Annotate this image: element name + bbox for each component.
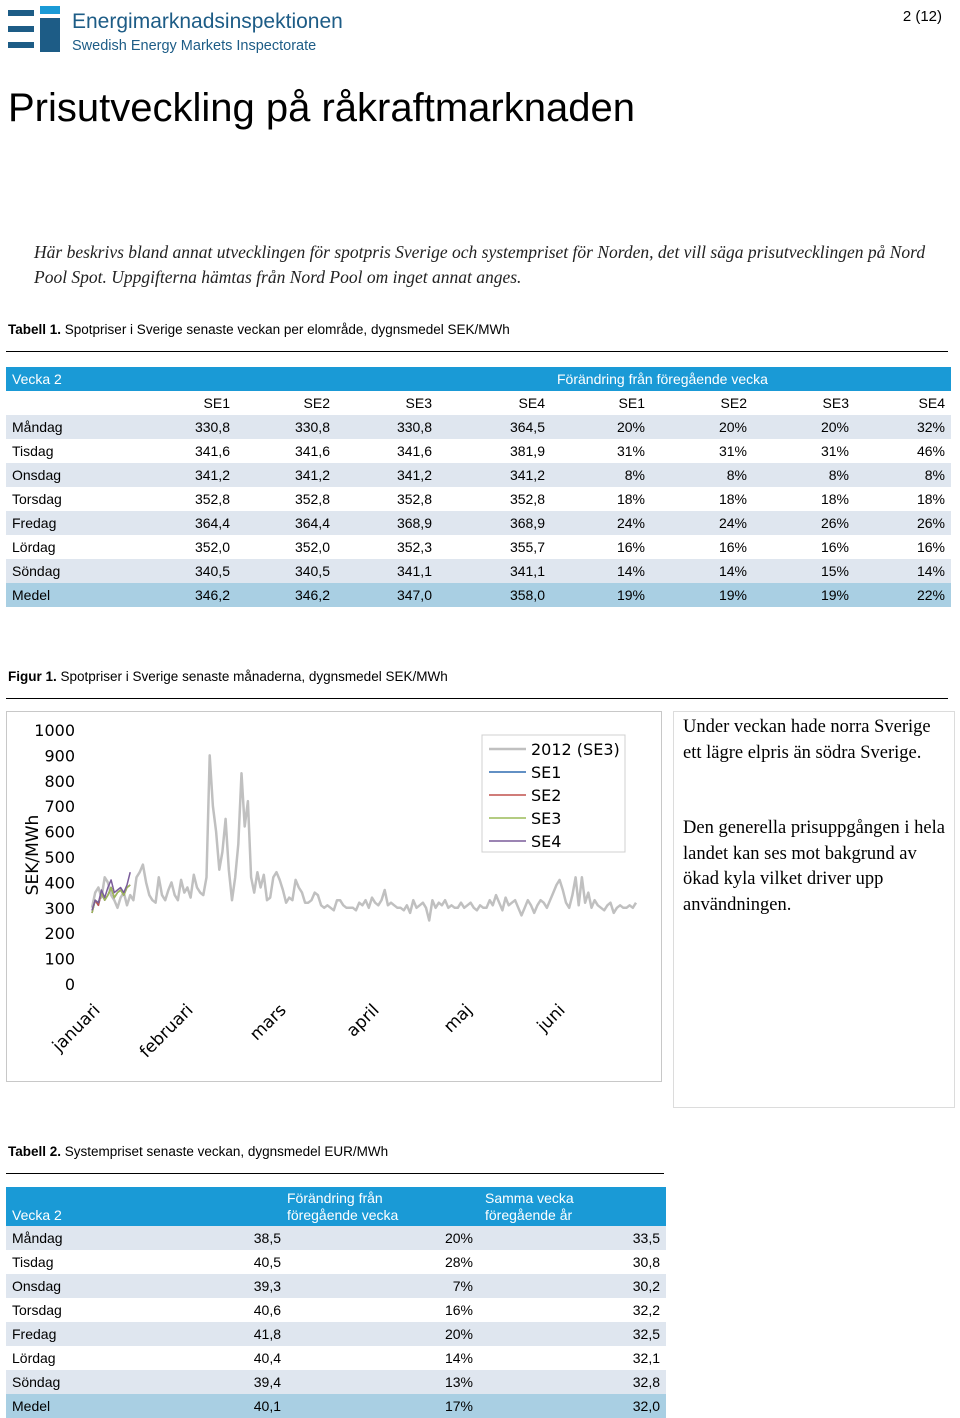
- table1-value-cell: 341,1: [336, 559, 438, 583]
- org-name: Energimarknadsinspektionen: [72, 10, 343, 33]
- table1-value-cell: 18%: [753, 487, 855, 511]
- table1-value-cell: 14%: [855, 559, 951, 583]
- x-tick-label: mars: [246, 1000, 291, 1045]
- table2-rule: [6, 1173, 664, 1174]
- table2-change-cell: 7%: [287, 1274, 479, 1298]
- table2-change-cell: 13%: [287, 1370, 479, 1394]
- table2-day-cell: Medel: [6, 1394, 136, 1418]
- table1-value-cell: 330,8: [336, 415, 438, 439]
- table1-value-cell: 31%: [651, 439, 753, 463]
- figure1-rule: [6, 698, 948, 699]
- table1-value-cell: 352,8: [438, 487, 551, 511]
- table2-day-cell: Fredag: [6, 1322, 136, 1346]
- legend-label: SE3: [531, 809, 562, 828]
- table2-change-cell: 17%: [287, 1394, 479, 1418]
- table1-value-cell: 24%: [651, 511, 753, 535]
- table1-value-cell: 341,2: [136, 463, 236, 487]
- table2-prev-year-label-line1: Samma vecka: [485, 1189, 574, 1206]
- table1-day-cell: Tisdag: [6, 439, 136, 463]
- table2-change-cell: 20%: [287, 1226, 479, 1250]
- table1-row: [6, 583, 951, 607]
- table1-row: [6, 535, 951, 559]
- table1-value-cell: 368,9: [438, 511, 551, 535]
- table2-prev-year-cell: 32,8: [479, 1370, 666, 1394]
- table1-col-header: SE1: [136, 391, 236, 415]
- table1-value-cell: 26%: [753, 511, 855, 535]
- table2-price-cell: 38,5: [136, 1226, 287, 1250]
- table2-caption-text: Systempriset senaste veckan, dygnsmedel EUR/MWh: [61, 1144, 389, 1159]
- table1-day-cell: Onsdag: [6, 463, 136, 487]
- table2-caption: [8, 1144, 388, 1159]
- table1-value-cell: 358,0: [438, 583, 551, 607]
- table1-value-cell: 340,5: [236, 559, 336, 583]
- table2-change-label-line1: Förändring från: [287, 1189, 383, 1206]
- table2-price-cell: 40,1: [136, 1394, 287, 1418]
- y-tick-label: 400: [44, 873, 75, 893]
- table1-value-cell: 352,0: [136, 535, 236, 559]
- table1-value-cell: 32%: [855, 415, 951, 439]
- table2-row: [6, 1370, 666, 1394]
- table1-value-cell: 352,3: [336, 535, 438, 559]
- table2-change-label: [287, 1187, 479, 1226]
- table1-value-cell: 20%: [651, 415, 753, 439]
- y-tick-label: 500: [44, 848, 75, 867]
- table2-price-cell: 40,4: [136, 1346, 287, 1370]
- figure1-caption: [8, 669, 448, 684]
- table2-price-cell: 39,3: [136, 1274, 287, 1298]
- table1-row: [6, 415, 951, 439]
- table2-prev-year-cell: 33,5: [479, 1226, 666, 1250]
- table1-day-cell: Söndag: [6, 559, 136, 583]
- table1-row: [6, 559, 951, 583]
- logo-icon: [8, 6, 68, 54]
- table1-value-cell: 352,8: [136, 487, 236, 511]
- table1-col-header: SE1: [551, 391, 651, 415]
- table1-change-label: Förändring från föregående vecka: [551, 367, 951, 391]
- table1-value-cell: 352,8: [336, 487, 438, 511]
- table1-value-cell: 16%: [551, 535, 651, 559]
- table2-row: [6, 1250, 666, 1274]
- table1-value-cell: 18%: [855, 487, 951, 511]
- x-tick-label: maj: [439, 1000, 477, 1037]
- table2-change-cell: 28%: [287, 1250, 479, 1274]
- y-tick-label: 800: [44, 771, 75, 791]
- table1-value-cell: 341,6: [236, 439, 336, 463]
- table2-day-cell: Onsdag: [6, 1274, 136, 1298]
- legend-label: SE4: [531, 832, 562, 851]
- table1-value-cell: 15%: [753, 559, 855, 583]
- table1-value-cell: 341,2: [336, 463, 438, 487]
- table2-caption-label: Tabell 2.: [8, 1144, 62, 1159]
- table1-value-cell: 26%: [855, 511, 951, 535]
- table1-row: [6, 439, 951, 463]
- legend-label: SE2: [531, 786, 562, 805]
- table2-row: [6, 1394, 666, 1418]
- table1-value-cell: 8%: [651, 463, 753, 487]
- table1-col-header: SE3: [753, 391, 855, 415]
- y-tick-label: 200: [44, 924, 75, 944]
- table1-value-cell: 352,8: [236, 487, 336, 511]
- table2-row: [6, 1322, 666, 1346]
- figure1-caption-text: Spotpriser i Sverige senaste månaderna, dygnsmedel SEK/MWh: [56, 669, 448, 684]
- table2-prev-year-cell: 30,8: [479, 1250, 666, 1274]
- x-tick-label: april: [342, 1000, 384, 1042]
- price-chart: [6, 711, 662, 1082]
- table1-col-header: SE4: [438, 391, 551, 415]
- table1-caption-label: Tabell 1.: [8, 322, 62, 337]
- table1-value-cell: 31%: [753, 439, 855, 463]
- y-tick-label: 900: [44, 746, 75, 766]
- table1-day-cell: Torsdag: [6, 487, 136, 511]
- table1-value-cell: 368,9: [336, 511, 438, 535]
- table1-value-cell: 16%: [855, 535, 951, 559]
- x-tick-label: januari: [48, 1000, 105, 1057]
- table2-row: [6, 1298, 666, 1322]
- comment-paragraph-1: Under veckan hade norra Sverige ett lägre elpris än södra Sverige.: [683, 717, 931, 763]
- table1-value-cell: 19%: [651, 583, 753, 607]
- table2-prev-year-cell: 32,1: [479, 1346, 666, 1370]
- table1-value-cell: 340,5: [136, 559, 236, 583]
- legend-label: 2012 (SE3): [531, 740, 620, 759]
- table1-rule: [6, 351, 948, 352]
- table1-value-cell: 8%: [753, 463, 855, 487]
- table1-value-cell: 20%: [753, 415, 855, 439]
- y-tick-label: 1000: [34, 721, 75, 740]
- table1-value-cell: 20%: [551, 415, 651, 439]
- table2-price-cell: 40,5: [136, 1250, 287, 1274]
- table1-value-cell: 18%: [551, 487, 651, 511]
- table2-price-cell: 39,4: [136, 1370, 287, 1394]
- table2-day-cell: Måndag: [6, 1226, 136, 1250]
- table1-caption-text: Spotpriser i Sverige senaste veckan per elområde, dygnsmedel SEK/MWh: [61, 322, 510, 337]
- table2-change-cell: 16%: [287, 1298, 479, 1322]
- table1-value-cell: 381,9: [438, 439, 551, 463]
- y-tick-label: 700: [44, 797, 75, 817]
- table1-col-header: SE2: [651, 391, 753, 415]
- table1-row: [6, 511, 951, 535]
- table1-value-cell: 16%: [753, 535, 855, 559]
- table1-value-cell: 364,4: [136, 511, 236, 535]
- org-subtitle: Swedish Energy Markets Inspectorate: [72, 38, 317, 54]
- table1-value-cell: 355,7: [438, 535, 551, 559]
- table2-prev-year-cell: 32,2: [479, 1298, 666, 1322]
- table1-value-cell: 346,2: [236, 583, 336, 607]
- y-tick-label: 100: [44, 949, 75, 969]
- table2-week-label: Vecka 2: [6, 1187, 136, 1226]
- table2-header-row: [6, 1187, 666, 1226]
- table1-value-cell: 341,1: [438, 559, 551, 583]
- table1-col-header: SE2: [236, 391, 336, 415]
- table2-day-cell: Tisdag: [6, 1250, 136, 1274]
- table1-header-row: [6, 367, 951, 391]
- y-axis-label: SEK/MWh: [23, 814, 43, 896]
- table1-value-cell: 330,8: [236, 415, 336, 439]
- table2-row: [6, 1274, 666, 1298]
- table1-value-cell: 46%: [855, 439, 951, 463]
- table1-day-cell: Lördag: [6, 535, 136, 559]
- y-tick-label: 600: [44, 822, 75, 842]
- intro-text: Här beskrivs bland annat utvecklingen för spotpris Sverige och systempriset för Norden, det vill säga prisutvecklingen på Nord Pool Spot. Uppgifterna hämtas från Nord Pool om inget annat anges.: [34, 242, 926, 287]
- table1-day-cell: Måndag: [6, 415, 136, 439]
- table1-col-header: SE3: [336, 391, 438, 415]
- table1-value-cell: 347,0: [336, 583, 438, 607]
- table1-value-cell: 341,2: [438, 463, 551, 487]
- comment-paragraph-2: Den generella prisuppgången i hela landet kan ses mot bakgrund av ökad kyla vilket driver upp användningen.: [683, 818, 945, 915]
- table2-prev-year-label-line2: föregående år: [485, 1206, 573, 1223]
- table1-value-cell: 330,8: [136, 415, 236, 439]
- x-tick-label: juni: [533, 1000, 570, 1037]
- table1-value-cell: 8%: [855, 463, 951, 487]
- table1: [6, 367, 951, 607]
- table2-change-label-line2: föregående vecka: [287, 1206, 399, 1223]
- table1-value-cell: 341,2: [236, 463, 336, 487]
- table1-value-cell: 22%: [855, 583, 951, 607]
- table1-value-cell: 31%: [551, 439, 651, 463]
- y-tick-label: 0: [64, 975, 75, 994]
- table2-day-cell: Torsdag: [6, 1298, 136, 1322]
- table1-value-cell: 341,6: [336, 439, 438, 463]
- y-tick-label: 300: [44, 898, 75, 918]
- figure1-caption-label: Figur 1.: [8, 669, 57, 684]
- table2-prev-year-cell: 32,5: [479, 1322, 666, 1346]
- page-number: 2 (12): [902, 8, 942, 25]
- table2-row: [6, 1226, 666, 1250]
- table1-value-cell: 8%: [551, 463, 651, 487]
- table2-change-cell: 14%: [287, 1346, 479, 1370]
- table1-col-header: SE4: [855, 391, 951, 415]
- table1-value-cell: 14%: [651, 559, 753, 583]
- table1-value-cell: 364,5: [438, 415, 551, 439]
- legend-label: SE1: [531, 763, 562, 782]
- table2: [6, 1187, 666, 1418]
- table2-row: [6, 1346, 666, 1370]
- table1-value-cell: 364,4: [236, 511, 336, 535]
- x-tick-label: februari: [135, 1000, 198, 1063]
- table1-row: [6, 463, 951, 487]
- table1-value-cell: 16%: [651, 535, 753, 559]
- table1-week-label: Vecka 2: [6, 367, 136, 391]
- table1-value-cell: 18%: [651, 487, 753, 511]
- table2-day-cell: Lördag: [6, 1346, 136, 1370]
- table1-value-cell: 352,0: [236, 535, 336, 559]
- table2-price-cell: 41,8: [136, 1322, 287, 1346]
- table1-value-cell: 346,2: [136, 583, 236, 607]
- table1-column-row: [6, 391, 951, 415]
- table2-day-cell: Söndag: [6, 1370, 136, 1394]
- table2-change-cell: 20%: [287, 1322, 479, 1346]
- table1-day-cell: Medel: [6, 583, 136, 607]
- table1-value-cell: 24%: [551, 511, 651, 535]
- table1-day-cell: Fredag: [6, 511, 136, 535]
- table2-price-cell: 40,6: [136, 1298, 287, 1322]
- table1-value-cell: 14%: [551, 559, 651, 583]
- table2-prev-year-label: [479, 1187, 666, 1226]
- table1-caption: [8, 322, 510, 337]
- table1-row: [6, 487, 951, 511]
- table1-value-cell: 19%: [753, 583, 855, 607]
- table2-prev-year-cell: 30,2: [479, 1274, 666, 1298]
- page-title: Prisutveckling på råkraftmarknaden: [8, 86, 635, 130]
- table2-prev-year-cell: 32,0: [479, 1394, 666, 1418]
- table1-value-cell: 19%: [551, 583, 651, 607]
- table1-value-cell: 341,6: [136, 439, 236, 463]
